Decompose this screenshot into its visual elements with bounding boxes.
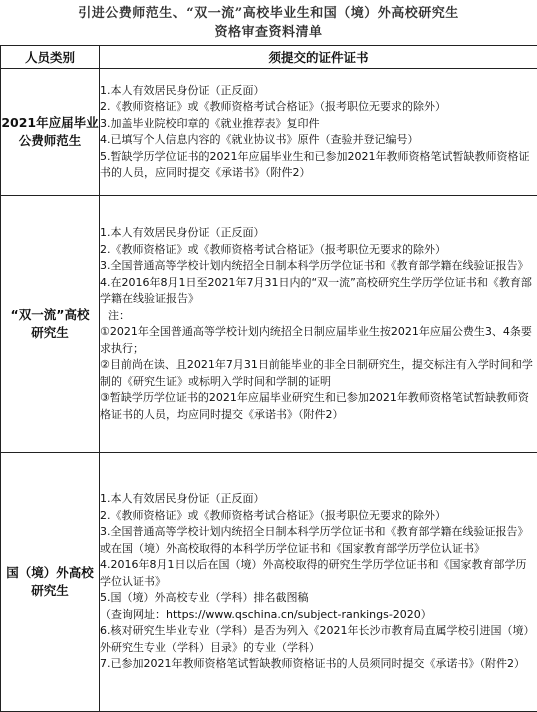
category-label: 研究生 (1, 324, 99, 342)
query-url: （查询网址：https://www.qschina.cn/subject-rankings-2020） (100, 607, 537, 624)
note-item: ③暂缺学历学位证书的2021年应届毕业研究生和已参加2021年教师资格笔试暂缺教师资格证书的人员，均应同时提交《承诺书》（附件2） (100, 390, 537, 423)
documents-cell (100, 453, 537, 712)
header-category: 人员类别 (1, 46, 100, 69)
list-item: 2.《教师资格证》或《教师资格考试合格证》（报考职位无要求的除外） (100, 99, 537, 116)
note-item: ①2021年全国普通高等学校计划内统招全日制应届毕业生按2021年应届公费生3、4条要求执行； (100, 324, 537, 357)
list-item: 5.暂缺学历学位证书的2021年应届毕业生和已参加2021年教师资格笔试暂缺教师资格证书的人员，应同时提交《承诺书》（附件2） (100, 149, 537, 182)
list-item: 1.本人有效居民身份证（正反面） (100, 225, 537, 242)
table-row (1, 453, 537, 712)
note-item: ②目前尚在读、且2021年7月31日前能毕业的非全日制研究生，提交标注有入学时间和学制的《研究生证》或标明入学时间和学制的证明 (100, 357, 537, 390)
category-label: “双一流”高校 (1, 306, 99, 324)
list-item: 1.本人有效居民身份证（正反面） (100, 83, 537, 100)
category-cell (1, 69, 100, 196)
list-item: 2.《教师资格证》或《教师资格考试合格证》（报考职位无要求的除外） (100, 242, 537, 259)
category-cell (1, 196, 100, 453)
list-item: 3.全国普通高等学校计划内统招全日制本科学历学位证书和《教育部学籍在线验证报告》 (100, 258, 537, 275)
title-line-1: 引进公费师范生、“双一流”高校毕业生和国（境）外高校研究生 (0, 0, 537, 23)
requirements-table (0, 45, 537, 712)
table-row (1, 196, 537, 453)
category-label: 国（境）外高校 (1, 564, 99, 582)
category-label: 公费师范生 (1, 132, 99, 150)
list-item: 6.核对研究生毕业专业（学科）是否为列入《2021年长沙市教育局直属学校引进国（境）外研究生专业（学科）目录》的专业（学科） (100, 623, 537, 656)
document-title (0, 0, 537, 50)
title-line-2: 资格审查资料清单 (0, 23, 537, 42)
list-item: 5.国（境）外高校专业（学科）排名截图稿 (100, 590, 537, 607)
header-documents: 须提交的证件证书 (100, 46, 537, 69)
documents-cell (100, 69, 537, 196)
note-label: 注： (100, 308, 537, 325)
table-header-row (1, 46, 537, 69)
table-row (1, 69, 537, 196)
list-item: 4.2016年8月1日以后在国（境）外高校取得的研究生学历学位证书和《国家教育部学历学位认证书》 (100, 557, 537, 590)
documents-cell (100, 196, 537, 453)
list-item: 3.加盖毕业院校印章的《就业推荐表》复印件 (100, 116, 537, 133)
category-cell (1, 453, 100, 712)
list-item: 2.《教师资格证》或《教师资格考试合格证》（报考职位无要求的除外） (100, 508, 537, 525)
list-item: 1.本人有效居民身份证（正反面） (100, 491, 537, 508)
category-label: 研究生 (1, 582, 99, 600)
list-item: 7.已参加2021年教师资格笔试暂缺教师资格证书的人员须同时提交《承诺书》（附件2） (100, 656, 537, 673)
list-item: 3.全国普通高等学校计划内统招全日制本科学历学位证书和《教育部学籍在线验证报告》或在国（境）外高校取得的本科学历学位证书和《国家教育部学历学位认证书》 (100, 524, 537, 557)
list-item: 4.在2016年8月1日至2021年7月31日内的“双一流”高校研究生学历学位证书和《教育部学籍在线验证报告》 (100, 275, 537, 308)
category-label: 2021年应届毕业 (1, 114, 99, 132)
list-item: 4.已填写个人信息内容的《就业协议书》原件（查验并登记编号） (100, 132, 537, 149)
